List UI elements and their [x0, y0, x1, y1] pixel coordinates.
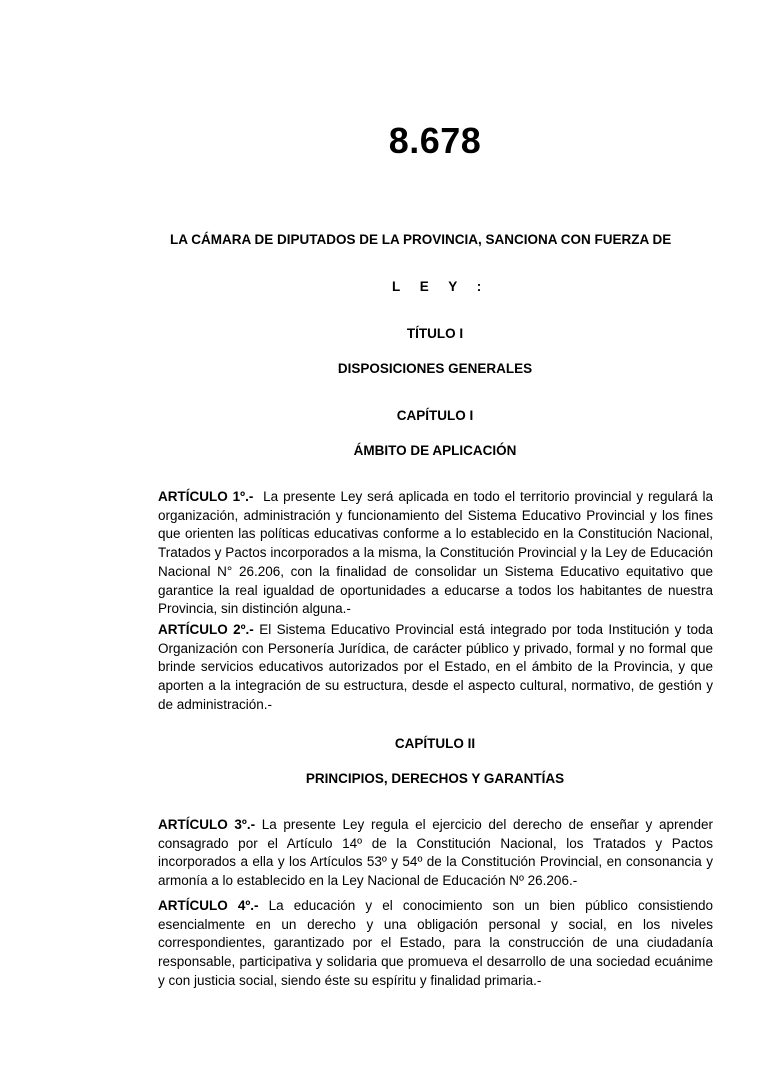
titulo-name: DISPOSICIONES GENERALES	[337, 361, 533, 376]
titulo-label: TÍTULO I	[406, 326, 464, 341]
ley-label: L E Y :	[392, 279, 482, 294]
article-1-label: ARTÍCULO 1º.-	[158, 489, 254, 504]
article-3-label: ARTÍCULO 3º.-	[158, 817, 256, 832]
article-1	[158, 488, 713, 619]
article-2-label: ARTÍCULO 2º.-	[158, 622, 254, 637]
article-2-text: El Sistema Educativo Provincial está integrado por toda Institución y toda Organización con Personería Jurídica, de carácter público y privado, formal y no formal que brinde servicios educativos autorizados por el Estado, en el ámbito de la Provincia, y que aporten a la integración de su estructura, desde el aspecto cultural, normativo, de gestión y de administración.-	[158, 622, 713, 712]
article-4-label: ARTÍCULO 4º.-	[158, 898, 259, 913]
law-number: 8.678	[388, 120, 482, 161]
article-2	[158, 621, 713, 715]
article-3-text: La presente Ley regula el ejercicio del derecho de enseñar y aprender consagrado por el Artículo 14º de la Constitución Nacional, los Tratados y Pactos incorporados a ella y los Artículos 53º y 54º de la Constitución Provincial, en consonancia y armonía a lo establecido en la Ley Nacional de Educación Nº 26.206.-	[158, 817, 713, 889]
chapter-2-label: CAPÍTULO II	[394, 736, 476, 751]
article-4-text: La educación y el conocimiento son un bien público consistiendo esencialmente en un derecho y una obligación personal y social, en los niveles correspondientes, garantizado por el Estado, para la construcción de una ciudadanía responsable, participativa y solidaria que promueva el desarrollo de una sociedad ecuánime y con justicia social, siendo éste su espíritu y finalidad primaria.-	[158, 898, 713, 988]
chapter-2-name: PRINCIPIOS, DERECHOS Y GARANTÍAS	[305, 771, 565, 786]
chapter-1-name: ÁMBITO DE APLICACIÓN	[353, 443, 517, 458]
chapter-1-label: CAPÍTULO I	[396, 408, 474, 423]
enacting-clause: LA CÁMARA DE DIPUTADOS DE LA PROVINCIA, SANCIONA CON FUERZA DE	[170, 232, 672, 247]
article-3	[158, 816, 713, 891]
article-1-text: La presente Ley será aplicada en todo el territorio provincial y regulará la organización, administración y funcionamiento del Sistema Educativo Provincial y los fines que orienten las políticas educativas conforme a lo establecido en la Constitución Nacional, Tratados y Pactos incorporados a la misma, la Constitución Provincial y la Ley de Educación Nacional N° 26.206, con la finalidad de consolidar un Sistema Educativo equitativo que garantice la real igualdad de oportunidades a educarse a todos los habitantes de nuestra Provincia, sin distinción alguna.-	[158, 489, 713, 617]
article-4	[158, 897, 713, 991]
